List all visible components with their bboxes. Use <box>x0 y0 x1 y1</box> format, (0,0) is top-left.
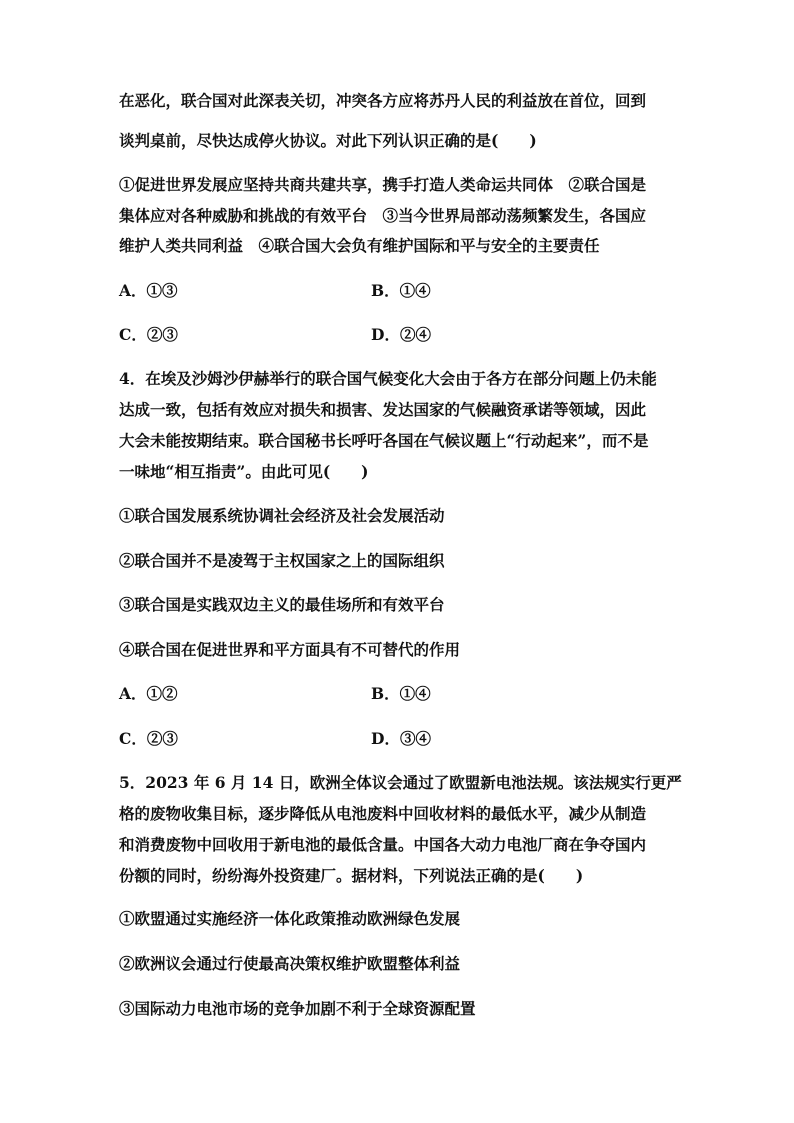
q4-statement-4: ④联合国在促进世界和平方面具有不可替代的作用 <box>119 640 461 659</box>
q3-statements-line-3: 维护人类共同利益 ④联合国大会负有维护国际和平与安全的主要责任 <box>119 236 600 255</box>
q5-statement-2: ②欧洲议会通过行使最高决策权维护欧盟整体利益 <box>119 954 461 973</box>
q4-stem-line-2: 达成一致，包括有效应对损失和损害、发达国家的气候融资承诺等领域，因此 <box>119 400 647 419</box>
q3-option-d: D．②④ <box>371 325 431 344</box>
q3-statements-line-2: 集体应对各种威胁和挑战的有效平台 ③当今世界局部动荡频繁发生，各国应 <box>119 206 647 225</box>
q3-stem-line-1: 在恶化，联合国对此深表关切，冲突各方应将苏丹人民的利益放在首位，回到 <box>119 91 647 110</box>
q5-stem-line-2: 格的废物收集目标，逐步降低从电池废料中回收材料的最低水平，减少从制造 <box>119 804 647 823</box>
q4-option-b: B．①④ <box>371 684 431 703</box>
q3-option-c: C．②③ <box>119 325 178 344</box>
q5-stem-line-3: 和消费废物中回收用于新电池的最低含量。中国各大动力电池厂商在争夺国内 <box>119 835 647 854</box>
q4-statement-2: ②联合国并不是凌驾于主权国家之上的国际组织 <box>119 551 445 570</box>
q3-statements-line-1: ①促进世界发展应坚持共商共建共享，携手打造人类命运共同体 ②联合国是 <box>119 175 647 194</box>
q3-option-b: B．①④ <box>371 281 431 300</box>
q5-statement-3: ③国际动力电池市场的竞争加剧不利于全球资源配置 <box>119 999 476 1018</box>
q3-stem-line-2: 谈判桌前，尽快达成停火协议。对此下列认识正确的是( ) <box>119 131 537 150</box>
q4-stem-line-3: 大会未能按期结束。联合国秘书长呼吁各国在气候议题上“行动起来”，而不是 <box>119 431 649 450</box>
q4-option-c: C．②③ <box>119 729 178 748</box>
q5-stem-line-1: 5．2023 年 6 月 14 日，欧洲全体议会通过了欧盟新电池法规。该法规实行更严 <box>119 773 682 792</box>
q4-statement-3: ③联合国是实践双边主义的最佳场所和有效平台 <box>119 595 445 614</box>
q5-statement-1: ①欧盟通过实施经济一体化政策推动欧洲绿色发展 <box>119 909 461 928</box>
q4-stem-line-1: 4．在埃及沙姆沙伊赫举行的联合国气候变化大会由于各方在部分问题上仍未能 <box>119 369 657 388</box>
q4-statement-1: ①联合国发展系统协调社会经济及社会发展活动 <box>119 506 445 525</box>
q5-stem-line-4: 份额的同时，纷纷海外投资建厂。据材料，下列说法正确的是( ) <box>119 866 584 885</box>
q4-option-d: D．③④ <box>371 729 431 748</box>
q3-option-a: A．①③ <box>119 281 178 300</box>
q4-stem-line-4: 一味地“相互指责”。由此可见( ) <box>119 462 369 481</box>
q4-option-a: A．①② <box>119 684 178 703</box>
